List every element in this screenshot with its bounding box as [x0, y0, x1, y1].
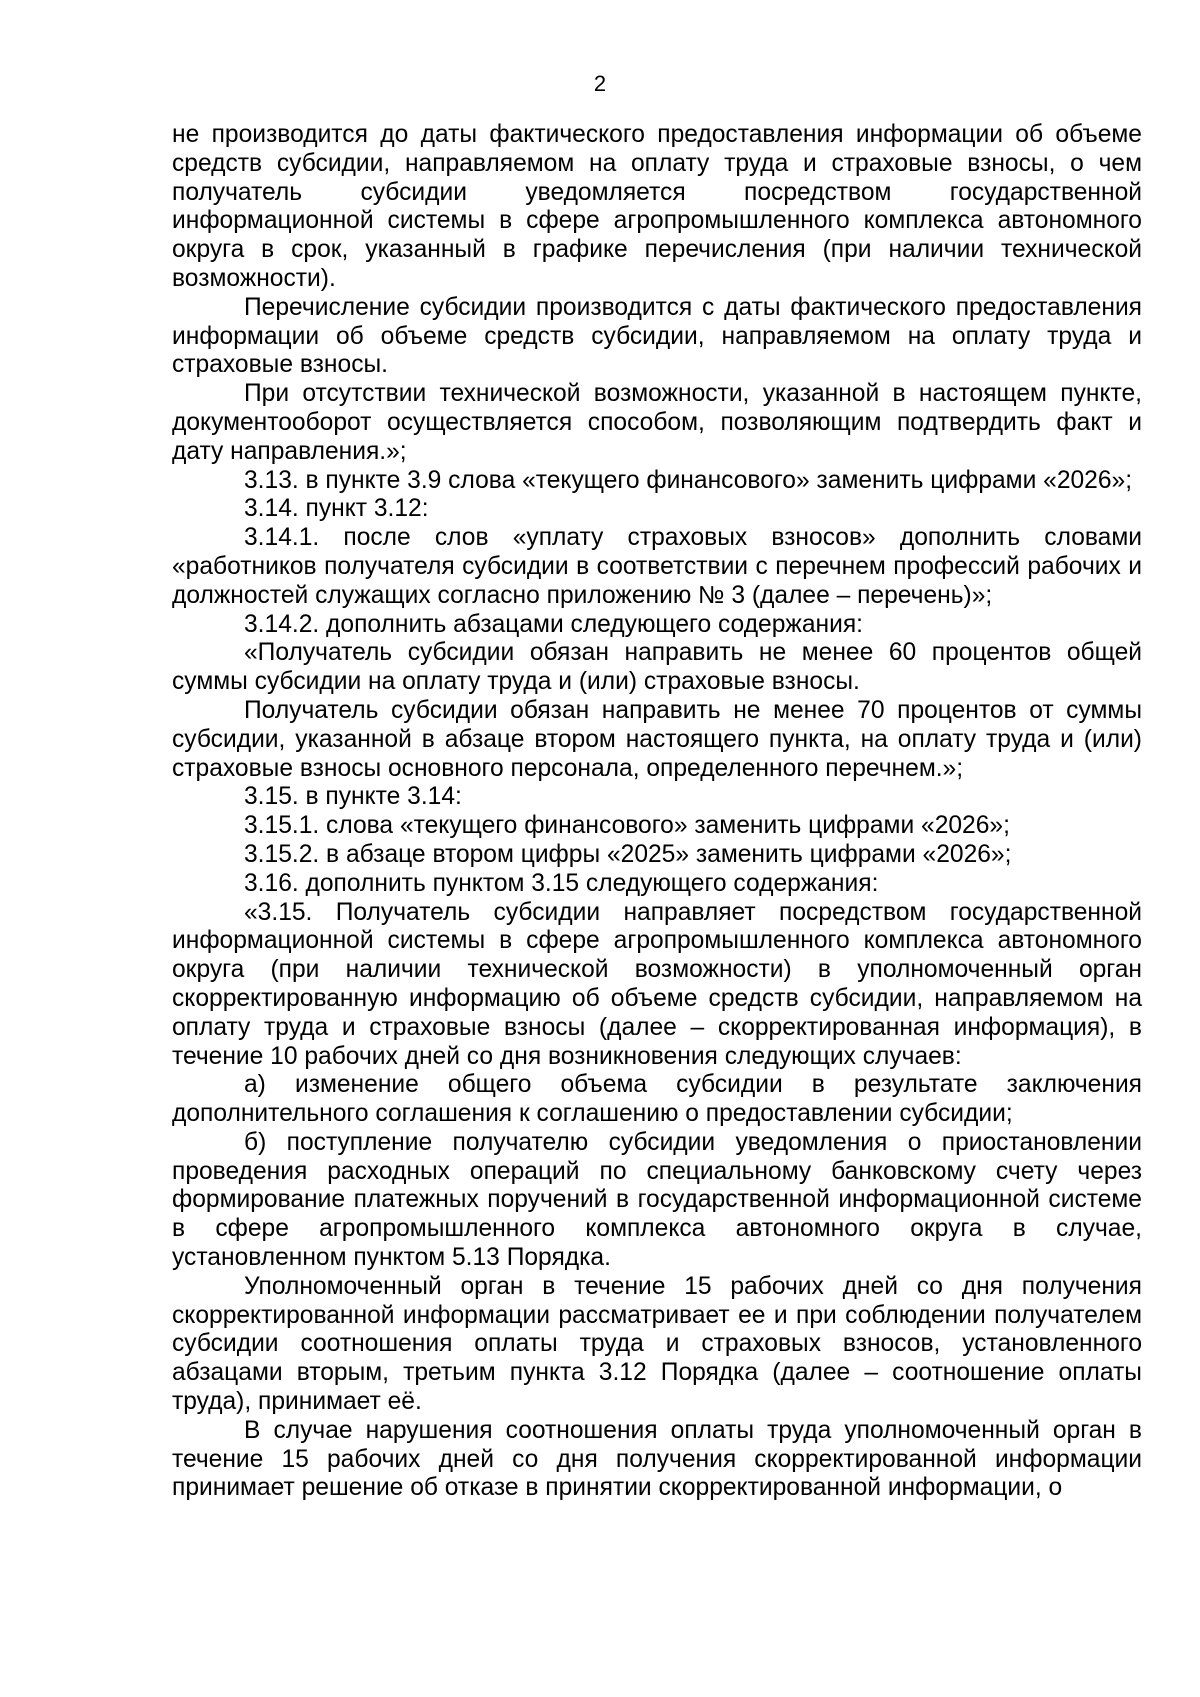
paragraph: «Получатель субсидии обязан направить не менее 60 процентов общей суммы субсидии на оплату труда и (или) страховые взносы.	[172, 639, 1142, 696]
paragraph: не производится до даты фактического предоставления информации об объеме средств субсидии, направляемом на оплату труда и страховые взносы, о чем получатель субсидии уведомляется посредством государственной информационной системы в сфере агропромышленного комплекса автономного округа в срок, указанный в графике перечисления (при наличии технической возможности).	[172, 121, 1142, 292]
paragraph: «3.15. Получатель субсидии направляет посредством государственной информационной системы в сфере агропромышленного комплекса автономного округа (при наличии технической возможности) в уполномоченный орган скорректированную информацию об объеме средств субсидии, направляемом на оплату труда и страховые взносы (далее – скорректированная информация), в течение 10 рабочих дней со дня возникновения следующих случаев:	[172, 898, 1142, 1070]
paragraph: Перечисление субсидии производится с даты фактического предоставления информации об объеме средств субсидии, направляемом на оплату труда и страховые взносы.	[172, 293, 1142, 379]
paragraph: 3.15.1. слова «текущего финансового» заменить цифрами «2026»;	[244, 812, 1010, 840]
paragraph: При отсутствии технической возможности, указанной в настоящем пункте, документооборот осуществляется способом, позволяющим подтвердить факт и дату направления.»;	[172, 380, 1142, 465]
paragraph: 3.16. дополнить пунктом 3.15 следующего содержания:	[244, 869, 879, 897]
paragraph: Получатель субсидии обязан направить не менее 70 процентов от суммы субсидии, указанной в абзаце втором настоящего пункта, на оплату труда и (или) страховые взносы основного персонала, определенного перечнем.»;	[172, 696, 1142, 782]
paragraph: а) изменение общего объема субсидии в результате заключения дополнительного соглашения к соглашению о предоставлении субсидии;	[172, 1071, 1142, 1128]
paragraph: В случае нарушения соотношения оплаты труда уполномоченный орган в течение 15 рабочих дней со дня получения скорректированной информации принимает решение об отказе в принятии скорректированной информации, о	[172, 1416, 1142, 1502]
paragraph: б) поступление получателю субсидии уведомления о приостановлении проведения расходных операций по специальному банковскому счету через формирование платежных поручений в государственной информационной системе в сфере агропромышленного комплекса автономного округа в случае, установленном пунктом 5.13 Порядка.	[172, 1128, 1142, 1272]
page-number: 2	[593, 71, 607, 96]
paragraph: 3.14.2. дополнить абзацами следующего содержания:	[244, 610, 863, 638]
paragraph: 3.15. в пункте 3.14:	[244, 783, 462, 811]
document-body	[172, 121, 1142, 1503]
paragraph: 3.13. в пункте 3.9 слова «текущего финансового» заменить цифрами «2026»;	[244, 466, 1133, 494]
paragraph: Уполномоченный орган в течение 15 рабочих дней со дня получения скорректированной информации рассматривает ее и при соблюдении получателем субсидии соотношения оплаты труда и страховых взносов, установленного абзацами вторым, третьим пункта 3.12 Порядка (далее – соотношение оплаты труда), принимает её.	[172, 1272, 1142, 1416]
paragraph: 3.14. пункт 3.12:	[244, 495, 429, 523]
paragraph: 3.14.1. после слов «уплату страховых взносов» дополнить словами «работников получателя субсидии в соответствии с перечнем профессий рабочих и должностей служащих согласно приложению № 3 (далее – перечень)»;	[172, 524, 1142, 609]
paragraph: 3.15.2. в абзаце втором цифры «2025» заменить цифрами «2026»;	[244, 840, 1012, 868]
